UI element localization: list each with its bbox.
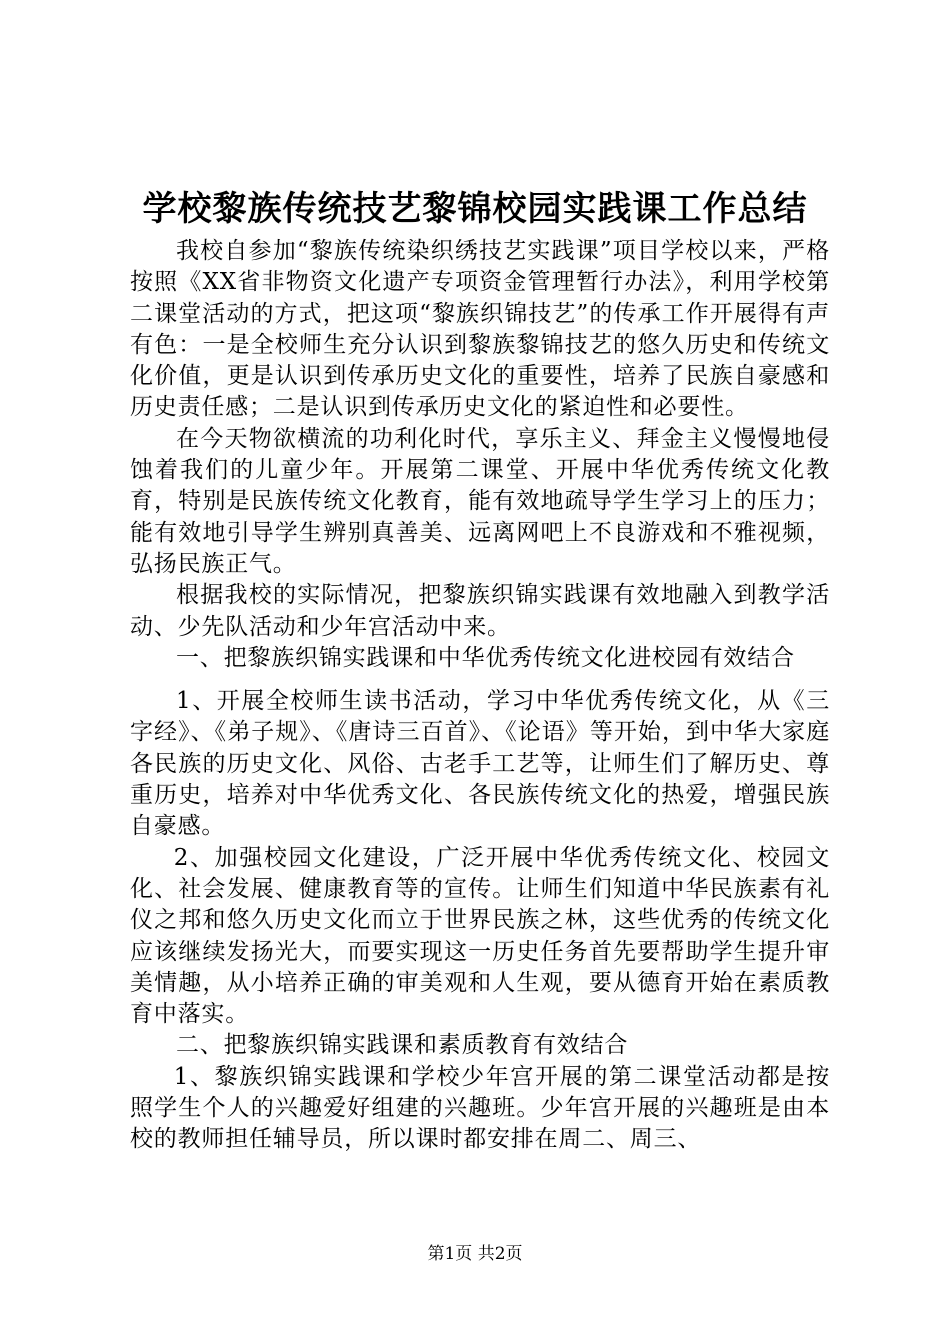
- section-heading-2: 二、把黎族织锦实践课和素质教育有效结合: [176, 1032, 629, 1059]
- section-heading-1: 一、把黎族织锦实践课和中华优秀传统文化进校园有效结合: [176, 644, 795, 671]
- paragraph-item-1-1: 1、开展全校师生读书活动，学习中华优秀传统文化，从《三字经》、《弟子规》、《唐诗三百首》、《论语》等开始，到中华大家庭各民族的历史文化、风俗、古老手工艺等，让师生们了解历史、尊重历史，培养对中华优秀文化、各民族传统文化的热爱，增强民族自豪感。: [130, 688, 830, 840]
- paragraph-context: 在今天物欲横流的功利化时代，享乐主义、拜金主义慢慢地侵蚀着我们的儿童少年。开展第二课堂、开展中华优秀传统文化教育，特别是民族传统文化教育，能有效地疏导学生学习上的压力；能有效地引导学生辨别真善美、远离网吧上不良游戏和不雅视频，弘扬民族正气。: [130, 425, 830, 577]
- paragraph-intro: 我校自参加“黎族传统染织绣技艺实践课”项目学校以来，严格按照《XX省非物资文化遗产专项资金管理暂行办法》，利用学校第二课堂活动的方式，把这项“黎族织锦技艺”的传承工作开展得有声有色：一是全校师生充分认识到黎族黎锦技艺的悠久历史和传统文化价值，更是认识到传承历史文化的重要性，培养了民族自豪感和历史责任感；二是认识到传承历史文化的紧迫性和必要性。: [130, 238, 830, 421]
- paragraph-item-1-2: 2、加强校园文化建设，广泛开展中华优秀传统文化、校园文化、社会发展、健康教育等的宣传。让师生们知道中华民族素有礼仪之邦和悠久历史文化而立于世界民族之林，这些优秀的传统文化应该继续发扬光大，而要实现这一历史任务首先要帮助学生提升审美情趣，从小培养正确的审美观和人生观，要从德育开始在素质教育中落实。: [130, 844, 830, 1028]
- paragraph-approach: 根据我校的实际情况，把黎族织锦实践课有效地融入到教学活动、少先队活动和少年宫活动中来。: [130, 582, 830, 640]
- document-title: 学校黎族传统技艺黎锦校园实践课工作总结: [142, 189, 808, 229]
- paragraph-item-2-1: 1、黎族织锦实践课和学校少年宫开展的第二课堂活动都是按照学生个人的兴趣爱好组建的兴趣班。少年宫开展的兴趣班是由本校的教师担任辅导员，所以课时都安排在周二、周三、: [130, 1063, 830, 1153]
- document-body: [130, 236, 830, 1156]
- page-number-footer: 第1页 共2页: [427, 1244, 523, 1264]
